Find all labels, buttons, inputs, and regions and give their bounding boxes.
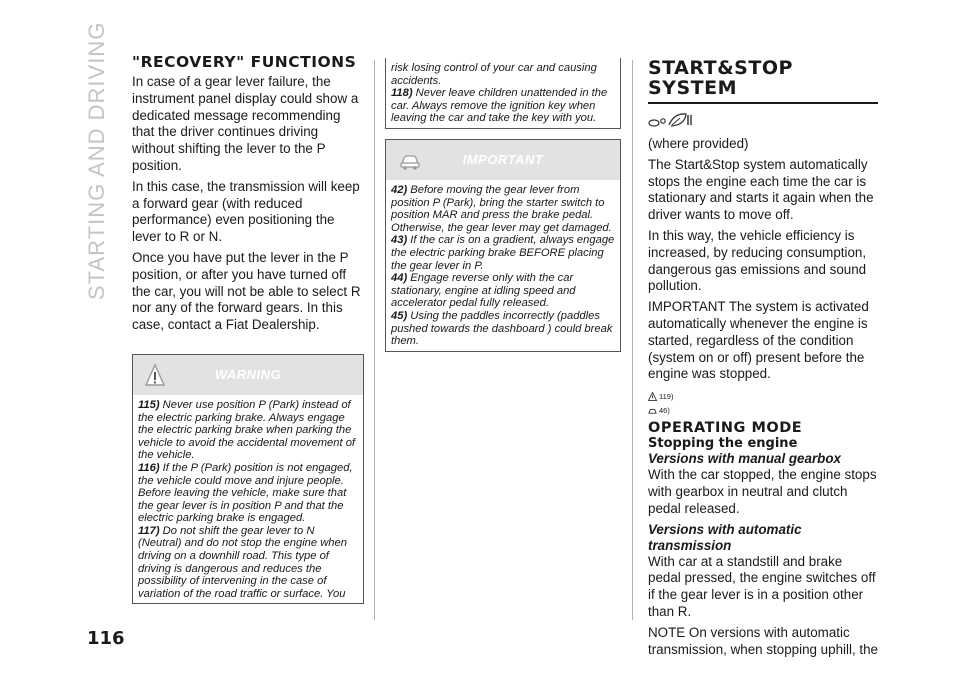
- paragraph: Once you have put the lever in the P position, or after you have turned off the car, you will not be able to select R nor any of the forward gears. In this case, contact a Fiat Dealership.: [132, 249, 361, 333]
- warning-content: [386, 58, 620, 128]
- warning-box-continued: [385, 58, 621, 129]
- column-3: [648, 58, 878, 662]
- stopping-engine-subheading: Stopping the engine: [648, 436, 798, 452]
- paragraph: In this way, the vehicle efficiency is increased, by reducing consumption, dangerous gas emissions and sound pollution.: [648, 227, 867, 294]
- warning-icon: [648, 392, 657, 401]
- paragraph: IMPORTANT The system is activated automatically whenever the engine is started, regardless of the condition (system on or off) present before the engine was stopped.: [648, 299, 869, 382]
- paragraph: (where provided): [648, 136, 749, 151]
- section-side-title: STARTING AND DRIVING: [84, 21, 109, 300]
- operating-mode-heading: OPERATING MODE: [648, 420, 803, 437]
- page-number: 116: [87, 628, 125, 649]
- warning-content: [133, 395, 363, 604]
- recovery-heading: "RECOVERY" FUNCTIONS: [132, 53, 357, 71]
- paragraph: In case of a gear lever failure, the instrument panel display could show a dedicated message recommending that the driver continues driving without shifting the lever to the P position.: [132, 74, 359, 173]
- important-header: [386, 140, 620, 180]
- warning-item: 118) Never leave children unattended in the car. Always remove the ignition key when leaving the car and take the key with you.: [391, 87, 608, 125]
- important-content: [386, 180, 620, 351]
- paragraph: NOTE On versions with automatic transmission, when stopping uphill, the: [648, 624, 879, 657]
- automatic-transmission-subheading: Versions with automatic transmission: [648, 521, 802, 553]
- important-label: IMPORTANT: [462, 151, 544, 167]
- paragraph: The Start&Stop system automatically stops the engine each time the car is stationary and starts it again when the driver wants to move off.: [648, 156, 874, 223]
- heading-rule: [648, 102, 878, 104]
- paragraph: In this case, the transmission will keep a forward gear (with reduced performance) even positioning the lever to R or N.: [132, 178, 360, 245]
- important-item: 43) If the car is on a gradient, always engage the electric parking brake BEFORE placing the gear lever in P.: [391, 234, 615, 272]
- important-ref: 46): [648, 401, 878, 415]
- car-icon: [648, 406, 657, 415]
- column-1: [132, 55, 364, 604]
- column-divider: [374, 60, 375, 620]
- warning-box: [132, 354, 364, 605]
- manual-gearbox-subheading: Versions with manual gearbox: [648, 451, 841, 467]
- warning-ref: 119): [648, 387, 878, 401]
- warning-item: 115) Never use position P (Park) instead of the electric parking brake. Always engage the electric parking brake when parking the vehicle to avoid the accidental movement of the vehicle.: [138, 398, 356, 462]
- warning-label: WARNING: [214, 366, 282, 382]
- warning-item: 116) If the P (Park) position is not engaged, the vehicle could move and injure people. Before leaving the vehicle, make sure that the gear lever is in position P and that the electric parking brake is engaged.: [138, 461, 353, 525]
- important-item: 45) Using the paddles incorrectly (paddles pushed towards the dashboard ) could break them.: [391, 309, 613, 348]
- paragraph: With car at a standstill and brake pedal pressed, the engine switches off if the gear lever is in a position other than R.: [648, 553, 876, 619]
- column-divider: [632, 60, 633, 620]
- start-stop-heading-line1: START&STOP: [648, 57, 793, 79]
- warning-item: 117) Do not shift the gear lever to N (Neutral) and do not stop the engine when driving on a downhill road. This type of driving is dangerous and reduces the possibility of intervening in the case of variation of the road traffic or surface. You: [138, 524, 347, 600]
- important-item: 44) Engage reverse only with the car stationary, engine at idling speed and accelerator pedal fully released.: [391, 272, 576, 310]
- important-item: 42) Before moving the gear lever from position P (Park), bring the starter switch to position MAR and press the brake pedal. Otherwise, the gear lever may get damaged.: [391, 183, 612, 234]
- warning-header: [133, 355, 363, 395]
- warning-continued-text: risk losing control of your car and causing accidents.: [391, 62, 597, 87]
- important-box: [385, 139, 621, 352]
- eco-leaf-icon: [648, 110, 878, 132]
- column-2: [385, 58, 621, 352]
- paragraph: With the car stopped, the engine stops with gearbox in neutral and clutch pedal released.: [648, 467, 877, 516]
- start-stop-heading-line2: SYSTEM: [648, 77, 737, 99]
